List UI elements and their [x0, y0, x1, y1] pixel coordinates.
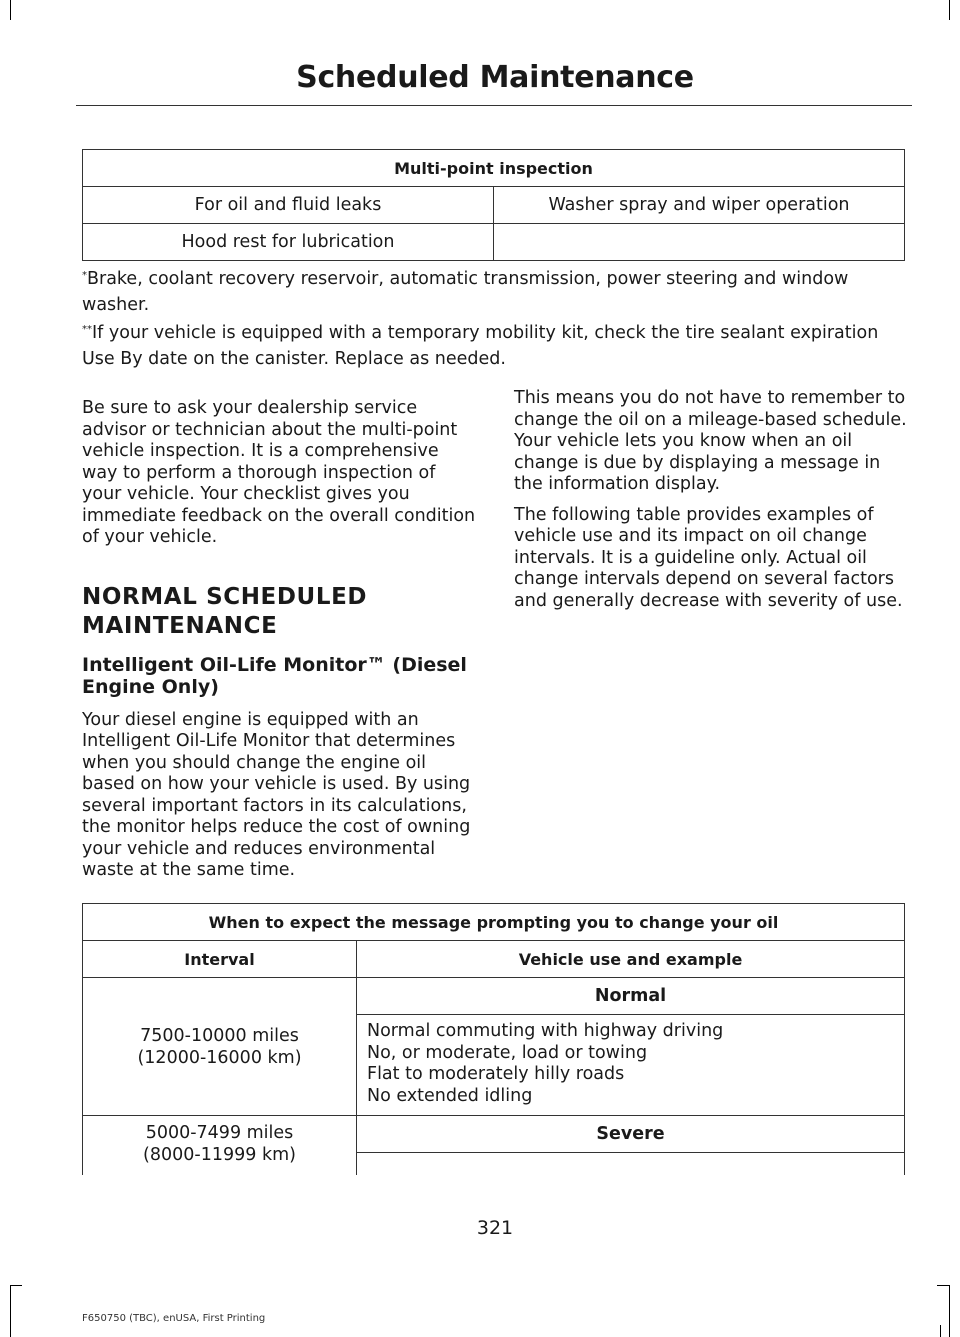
column-header-interval: Interval — [83, 941, 357, 978]
footer-text: F650750 (TBC), enUSA, First Printing — [82, 1313, 266, 1324]
table-cell: For oil and fluid leaks — [83, 187, 494, 224]
normal-interval-km: (12000-16000 km) — [137, 1047, 302, 1068]
table-row — [83, 187, 905, 224]
table-cell — [494, 224, 905, 261]
intro-paragraph: Be sure to ask your dealership service advisor or technician about the multi-point vehicle inspection. It is a comprehensive way to perform a thorough inspection of your vehicle. Your checklist gives you immediate feedback on the overall condition of your vehicle. — [82, 398, 476, 547]
inspection-table-heading: Multi-point inspection — [83, 150, 905, 187]
page-title: Scheduled Maintenance — [296, 60, 694, 95]
footnote-2-text: If your vehicle is equipped with a temporary mobility kit, check the tire sealant expiration Use By date on the canister. Replace as needed. — [82, 323, 879, 369]
normal-examples-cell — [357, 1015, 905, 1116]
section-heading-line-2: MAINTENANCE — [82, 612, 278, 639]
monitor-paragraph: Your diesel engine is equipped with an Intelligent Oil-Life Monitor that determines when you should change the engine oil based on how your vehicle is used. By using several important factors in its calculations, the monitor helps reduce the cost of owning your vehicle and reduces environmental waste at the same time. — [82, 709, 471, 880]
oil-table-title: When to expect the message prompting you to change your oil — [83, 904, 905, 941]
footnote-1-text: Brake, coolant recovery reservoir, automatic transmission, power steering and window washer. — [82, 269, 849, 315]
table-row — [83, 224, 905, 261]
footnote-1 — [82, 266, 908, 318]
crop-mark-bottom-tick — [940, 1325, 941, 1337]
right-paragraph-2: The following table provides examples of vehicle use and its impact on oil change intervals. It is a guideline only. Actual oil change intervals depend on several factors and generally decrease with severity of use. — [514, 504, 903, 611]
crop-mark-top-left — [10, 0, 11, 20]
normal-interval-cell — [83, 978, 357, 1116]
section-heading-line-1: NORMAL SCHEDULED — [82, 583, 368, 610]
right-paragraph-1: This means you do not have to remember to change the oil on a mileage-based schedule. Your vehicle lets you know when an oil change is due by displaying a message in the information display. — [514, 388, 907, 494]
severe-interval-miles: 5000-7499 miles — [145, 1123, 294, 1143]
list-item: Flat to moderately hilly roads — [367, 1064, 625, 1084]
table-title-row — [83, 904, 905, 941]
table-header-row — [83, 150, 905, 187]
severe-interval-km: (8000-11999 km) — [143, 1145, 296, 1165]
severe-label: Severe — [357, 1116, 905, 1153]
title-divider — [76, 105, 912, 106]
table-row — [83, 978, 905, 1015]
page-number: 321 — [476, 1217, 514, 1239]
crop-mark-bottom-right-h — [937, 1285, 949, 1286]
left-column — [82, 398, 477, 891]
normal-label: Normal — [357, 978, 905, 1015]
table-cell: Washer spray and wiper operation — [494, 187, 905, 224]
table-row — [83, 1116, 905, 1153]
crop-mark-bottom-left — [10, 1285, 11, 1337]
normal-interval-miles: 7500-10000 miles — [140, 1025, 299, 1046]
footnote-1-mark: * — [82, 270, 87, 281]
severe-interval-cell — [83, 1116, 357, 1176]
right-column — [514, 388, 909, 621]
oil-change-table — [82, 903, 905, 1175]
subsection-heading: Intelligent Oil-Life Monitor™ (Diesel Engine Only) — [82, 653, 467, 698]
crop-mark-bottom-left-h — [10, 1285, 22, 1286]
crop-mark-bottom-right — [949, 1285, 950, 1337]
table-cell: Hood rest for lubrication — [83, 224, 494, 261]
column-header-vehicle-use: Vehicle use and example — [357, 941, 905, 978]
footnote-2 — [82, 320, 908, 372]
list-item: No extended idling — [367, 1085, 533, 1106]
crop-mark-top-right — [949, 0, 950, 20]
list-item: No, or moderate, load or towing — [367, 1042, 648, 1063]
section-heading — [82, 583, 477, 641]
inspection-table — [82, 149, 905, 261]
list-item: Normal commuting with highway driving — [367, 1021, 724, 1041]
severe-examples-cell — [357, 1153, 905, 1176]
table-header-row — [83, 941, 905, 978]
footnote-2-mark: ** — [82, 324, 92, 335]
